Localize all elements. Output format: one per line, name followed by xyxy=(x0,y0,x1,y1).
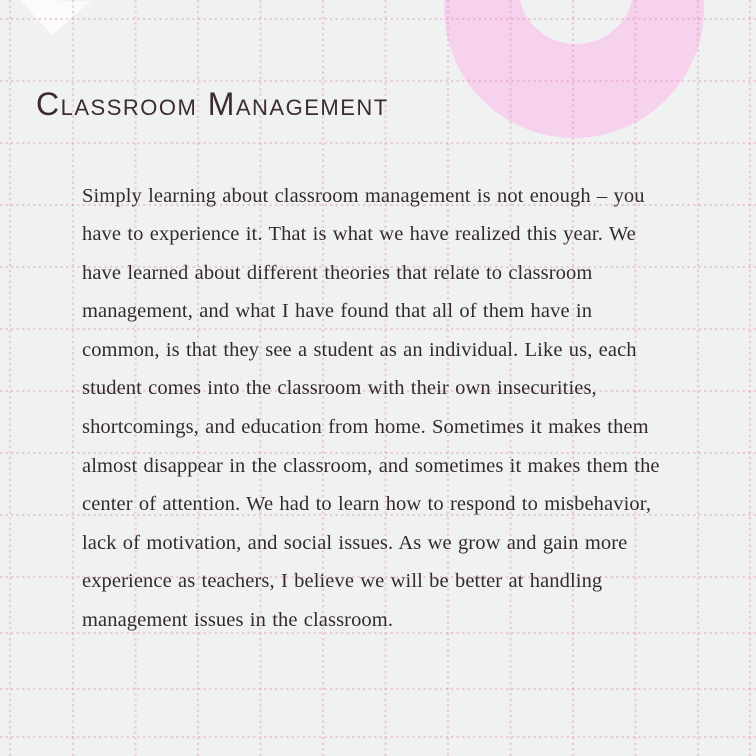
body-line: Simply learning about classroom management is not enough – you xyxy=(82,184,645,207)
body-line: lack of motivation, and social issues. As we grow and gain more xyxy=(82,531,628,554)
body-line: student comes into the classroom with their own insecurities, xyxy=(82,377,597,400)
body-paragraph xyxy=(82,177,722,640)
body-line: management issues in the classroom. xyxy=(82,609,394,632)
body-line: have learned about different theories that relate to classroom xyxy=(82,261,593,284)
body-line: have to experience it. That is what we have realized this year. We xyxy=(82,223,636,246)
body-line: almost disappear in the classroom, and sometimes it makes them the xyxy=(82,454,660,477)
body-line: center of attention. We had to learn how to respond to misbehavior, xyxy=(82,493,652,516)
body-line: experience as teachers, I believe we will be better at handling xyxy=(82,570,603,593)
corner-fold-shape xyxy=(20,0,91,35)
body-line: management, and what I have found that all of them have in xyxy=(82,300,593,323)
body-line: common, is that they see a student as an individual. Like us, each xyxy=(82,338,637,361)
page-title: Classroom Management xyxy=(36,86,389,122)
body-line: shortcomings, and education from home. Sometimes it makes them xyxy=(82,416,649,439)
